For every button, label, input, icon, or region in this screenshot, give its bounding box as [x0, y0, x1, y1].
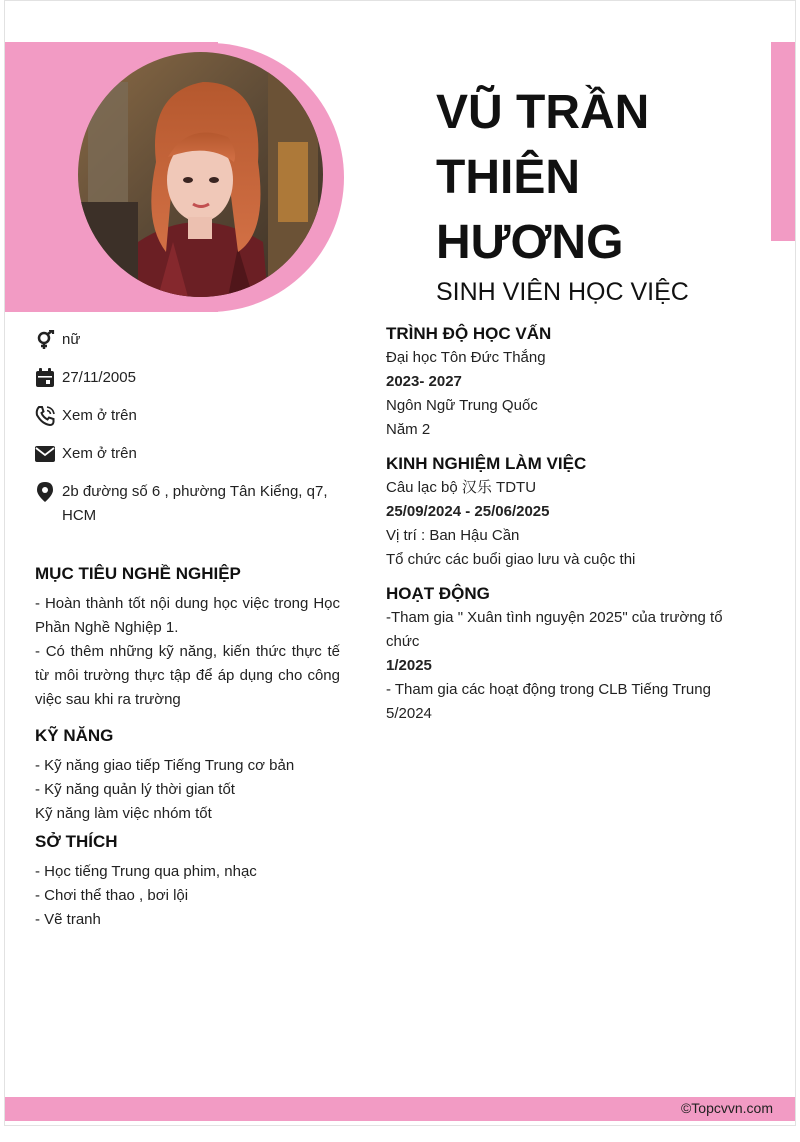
skill-line: - Kỹ năng giao tiếp Tiếng Trung cơ bản [35, 757, 295, 774]
contact-email [35, 442, 340, 466]
calendar-icon [35, 368, 55, 388]
candidate-name: VŨ TRẦN THIÊN HƯƠNG [436, 86, 650, 269]
skill-line: Kỹ năng làm việc nhóm tốt [35, 805, 212, 822]
objective-heading: MỤC TIÊU NGHỀ NGHIỆP [35, 564, 241, 583]
location-pin-icon [35, 482, 55, 502]
contact-birthday [35, 366, 340, 390]
education-major: Ngôn Ngữ Trung Quốc [386, 397, 538, 414]
activity-item: -Tham gia " Xuân tình nguyện 2025" của trường tổ chức [386, 609, 723, 650]
address-text: 2b đường số 6 , phường Tân Kiểng, q7, HCM [62, 483, 328, 524]
contact-address [35, 480, 340, 528]
phone-text: Xem ở trên [62, 407, 137, 424]
contact-gender [35, 328, 340, 352]
activity-date: 5/2024 [386, 705, 432, 722]
skill-line: - Kỹ năng quản lý thời gian tốt [35, 781, 235, 798]
activity-item: - Tham gia các hoạt động trong CLB Tiếng Trung [386, 681, 711, 698]
experience-heading: KINH NGHIỆM LÀM VIỆC [386, 454, 587, 473]
header-accent-bar [771, 42, 795, 241]
experience-description: Tổ chức các buổi giao lưu và cuộc thi [386, 551, 636, 568]
experience-period: 25/09/2024 - 25/06/2025 [386, 503, 550, 520]
contact-phone [35, 404, 340, 428]
hobby-line: - Vẽ tranh [35, 911, 101, 928]
gender-text: nữ [62, 331, 81, 348]
avatar-photo [78, 52, 323, 297]
experience-position: Vị trí : Ban Hậu Cần [386, 527, 520, 544]
footer-copyright[interactable]: ©Topcvvn.com [680, 1100, 773, 1116]
avatar [78, 52, 323, 297]
left-column [35, 328, 340, 932]
hobby-line: - Chơi thể thao , bơi lội [35, 887, 189, 904]
gender-icon [35, 330, 55, 350]
right-column [386, 322, 766, 726]
candidate-title: SINH VIÊN HỌC VIỆC [436, 278, 689, 306]
experience-org: Câu lạc bộ 汉乐 TDTU [386, 479, 537, 496]
hobbies-heading: SỞ THÍCH [35, 832, 118, 851]
hobby-line: - Học tiếng Trung qua phim, nhạc [35, 863, 257, 880]
education-period: 2023- 2027 [386, 373, 462, 390]
email-text: Xem ở trên [62, 445, 137, 462]
skills-heading: KỸ NĂNG [35, 726, 114, 745]
education-school: Đại học Tôn Đức Thắng [386, 349, 546, 366]
education-year: Năm 2 [386, 421, 431, 438]
envelope-icon [35, 444, 55, 464]
education-heading: TRÌNH ĐỘ HỌC VẤN [386, 324, 552, 343]
activities-heading: HOẠT ĐỘNG [386, 584, 490, 603]
objective-line: - Hoàn thành tốt nội dung học việc trong Học Phần Nghề Nghiệp 1. [35, 595, 340, 636]
birthday-text: 27/11/2005 [62, 369, 136, 386]
activity-date: 1/2025 [386, 657, 432, 674]
footer-bar [5, 1097, 795, 1121]
objective-line: - Có thêm những kỹ năng, kiến thức thực tế từ môi trường thực tập để áp dụng cho công việc sau khi ra trường [35, 643, 340, 708]
phone-icon [35, 406, 55, 426]
